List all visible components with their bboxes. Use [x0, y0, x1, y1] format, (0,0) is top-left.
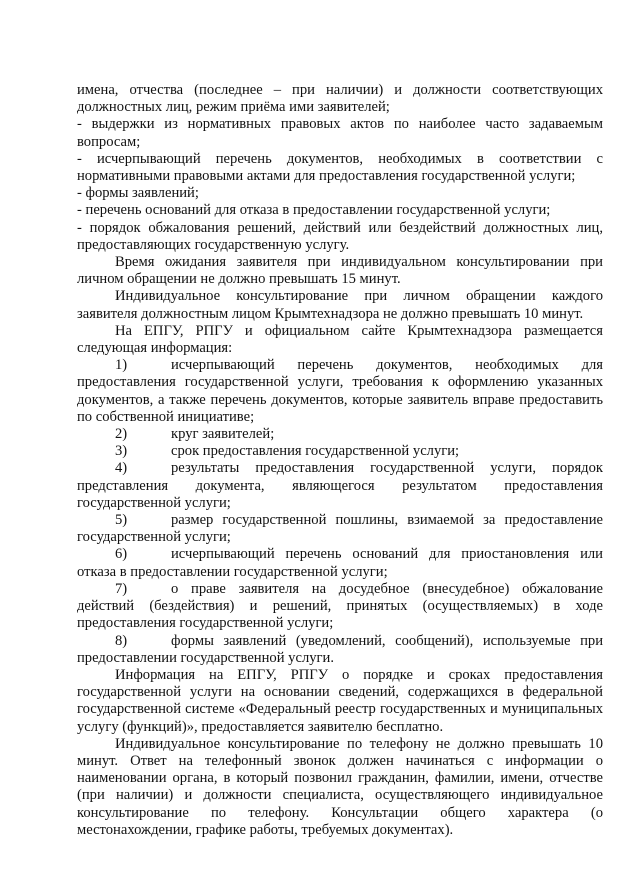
text-paragraph: Время ожидания заявителя при индивидуальном консультировании при личном обращении не должно превышать 15 минут. [77, 254, 603, 288]
list-item [77, 443, 603, 460]
list-item [77, 546, 603, 580]
bullet-paragraph: - выдержки из нормативных правовых актов по наиболее часто задаваемым вопросам; [77, 116, 603, 150]
text-paragraph: Индивидуальное консультирование при личном обращении каждого заявителя должностным лицом Крымтехнадзора не должно превышать 10 минут. [77, 288, 603, 322]
list-item-text: срок предоставления государственной услуги; [171, 443, 460, 460]
bullet-paragraph: - исчерпывающий перечень документов, необходимых в соответствии с нормативными правовыми актами для предоставления государственной услуги; [77, 150, 603, 185]
list-item-text: формы заявлений (уведомлений, сообщений), используемые при предоставлении государственной услуги. [77, 632, 603, 666]
text-paragraph: Информация на ЕПГУ, РПГУ о порядке и сроках предоставления государственной услуги на основании сведений, содержащихся в федеральной государственной системе «Федеральный реестр государственных и муниципальных услугу (функций)», предоставляется заявителю бесплатно. [77, 666, 603, 735]
list-item-text: о праве заявителя на досудебное (внесудебное) обжалование действий (бездействия) и решений, принятых (осуществляемых) в ходе предоставления государственной услуги; [77, 580, 603, 632]
bullet-paragraph: - перечень оснований для отказа в предоставлении государственной услуги; [77, 202, 551, 219]
document-page [77, 82, 603, 839]
list-item [77, 357, 603, 426]
numbered-list [77, 357, 603, 667]
list-item-number: 3) [115, 443, 128, 460]
list-item [77, 633, 603, 667]
bullet-paragraph: - формы заявлений; [77, 185, 199, 202]
list-item [77, 426, 603, 443]
list-item [77, 460, 603, 512]
list-item-number: 4) [115, 460, 128, 477]
list-item-text: результаты предоставления государственной услуги, порядок представления документа, являющегося результатом предоставления государственной услуги; [77, 460, 603, 511]
list-item-number: 1) [115, 357, 128, 374]
list-item-number: 8) [115, 632, 128, 649]
list-item-number: 7) [115, 580, 128, 597]
text-paragraph: имена, отчества (последнее – при наличии) и должности соответствующих должностных лиц, режим приёма ими заявителей; [77, 82, 603, 116]
list-item-text: размер государственной пошлины, взимаемой за предоставление государственной услуги; [77, 512, 603, 546]
bullet-paragraph: - порядок обжалования решений, действий или бездействий должностных лиц, предоставляющих государственную услугу. [77, 219, 603, 253]
list-item [77, 512, 603, 546]
list-item-number: 6) [115, 546, 128, 563]
list-item-text: круг заявителей; [171, 426, 275, 443]
text-paragraph: Индивидуальное консультирование по телефону не должно превышать 10 минут. Ответ на телефонный звонок должен начинаться с информации о наименовании органа, в который позвонил гражданин, фамилии, имени, отчестве (при наличии) и должности специалиста, осуществляющего индивидуальное консультирование по телефону. Консультации общего характера (о местонахождении, графике работы, требуемых документах). [77, 735, 603, 838]
text-paragraph: На ЕПГУ, РПГУ и официальном сайте Крымтехнадзора размещается следующая информация: [77, 322, 603, 357]
list-item-number: 2) [115, 426, 128, 443]
list-item [77, 581, 603, 633]
list-item-text: исчерпывающий перечень документов, необходимых для предоставления государственной услуги, требования к оформлению указанных документов, а также перечень документов, которые заявитель вправе предоставить по собственной инициативе; [77, 357, 603, 425]
list-item-text: исчерпывающий перечень оснований для приостановления или отказа в предоставлении государственной услуги; [77, 546, 603, 580]
list-item-number: 5) [115, 512, 128, 529]
